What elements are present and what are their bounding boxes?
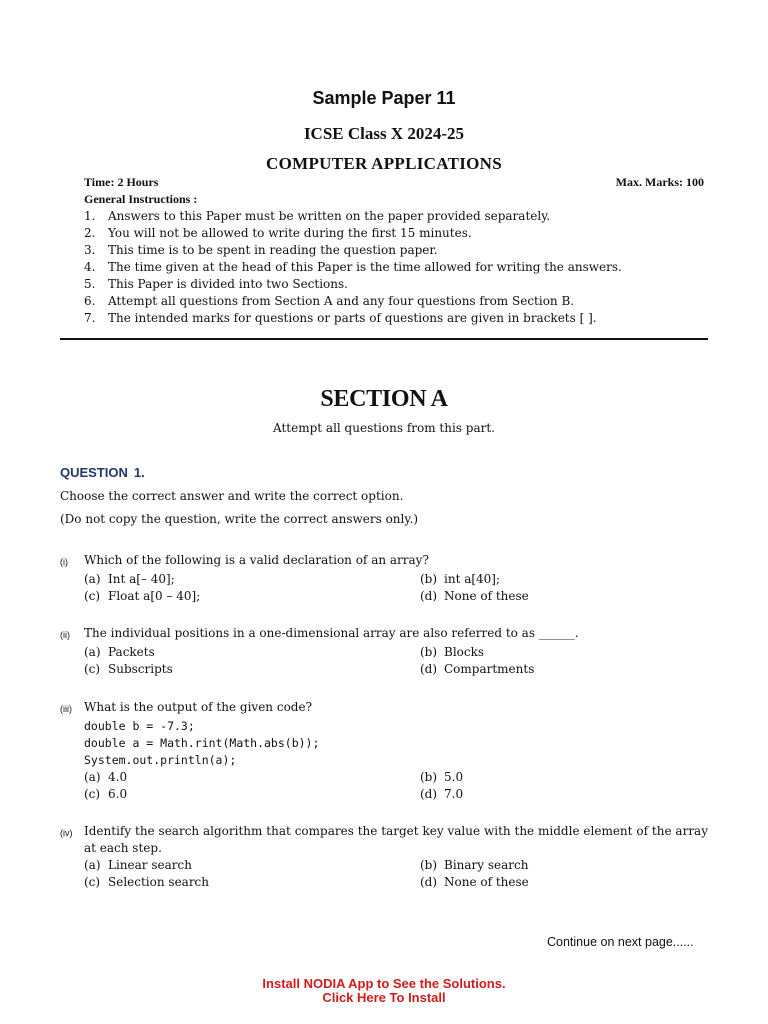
part-text: The individual positions in a one-dimensional array are also referred to as ______. <box>84 626 579 640</box>
question-intro: Choose the correct answer and write the correct option. <box>60 489 404 503</box>
install-app-link[interactable]: Install NODIA App to See the Solutions. <box>262 976 506 991</box>
code-line: System.out.println(a); <box>84 753 237 767</box>
instruction-number: 2. <box>84 226 96 240</box>
header-divider <box>60 338 708 340</box>
option-d <box>420 588 708 605</box>
code-line: double a = Math.rint(Math.abs(b)); <box>84 736 320 750</box>
option-b <box>420 857 708 874</box>
instruction-number: 6. <box>84 294 96 308</box>
instruction-number: 4. <box>84 260 96 274</box>
option-a <box>84 857 420 874</box>
option-text: Binary search <box>444 858 529 872</box>
option-text: 4.0 <box>108 770 128 784</box>
option-text: 7.0 <box>444 787 464 801</box>
instruction-number: 3. <box>84 243 96 257</box>
instruction-number: 7. <box>84 311 96 325</box>
option-d <box>420 874 708 891</box>
option-c <box>84 588 420 605</box>
option-text: Int a[– 40]; <box>108 572 175 586</box>
exam-line: ICSE Class X 2024-25 <box>303 124 465 143</box>
options-grid <box>84 857 708 891</box>
instruction-item <box>84 208 714 225</box>
instruction-item <box>84 225 714 242</box>
option-d <box>420 786 708 803</box>
instruction-text: This time is to be spent in reading the question paper. <box>108 243 438 257</box>
part-text: Identify the search algorithm that compares the target key value with the middle element of the array at each step. <box>84 824 708 855</box>
option-b <box>420 769 708 786</box>
click-to-install-link[interactable]: Click Here To Install <box>322 990 446 1005</box>
option-text: int a[40]; <box>444 572 501 586</box>
instruction-number: 5. <box>84 277 96 291</box>
option-label: (b) <box>420 770 438 784</box>
question-heading <box>60 465 145 480</box>
section-heading: SECTION A <box>320 386 448 412</box>
option-label: (b) <box>420 645 438 659</box>
option-text: Selection search <box>108 875 210 889</box>
question-part-i <box>60 552 708 605</box>
options-grid <box>84 571 708 605</box>
option-label: (a) <box>84 645 101 659</box>
section-subheading: Attempt all questions from this part. <box>273 421 495 435</box>
instructions-heading: General Instructions : <box>84 192 198 206</box>
option-text: 6.0 <box>108 787 128 801</box>
instructions-list <box>84 208 714 327</box>
option-label: (c) <box>84 589 101 603</box>
option-c <box>84 786 420 803</box>
option-label: (c) <box>84 875 101 889</box>
part-number: (iv) <box>60 828 73 838</box>
option-c <box>84 661 420 678</box>
instruction-item <box>84 310 714 327</box>
instruction-text: Attempt all questions from Section A and any four questions from Section B. <box>108 294 575 308</box>
instruction-text: You will not be allowed to write during the first 15 minutes. <box>108 226 472 240</box>
question-number: 1. <box>133 465 145 480</box>
part-number: (ii) <box>60 630 70 640</box>
code-line: double b = -7.3; <box>84 719 195 733</box>
paper-title: Sample Paper 11 <box>312 88 456 108</box>
option-label: (d) <box>420 589 438 603</box>
option-label: (a) <box>84 858 101 872</box>
instruction-item <box>84 293 714 310</box>
question-part-ii <box>60 625 708 678</box>
question-label: QUESTION <box>60 465 128 480</box>
option-b <box>420 571 708 588</box>
option-a <box>84 644 420 661</box>
option-a <box>84 571 420 588</box>
option-d <box>420 661 708 678</box>
question-note: (Do not copy the question, write the correct answers only.) <box>60 512 419 526</box>
option-label: (a) <box>84 770 101 784</box>
continue-note: Continue on next page...... <box>547 935 694 949</box>
option-b <box>420 644 708 661</box>
option-text: Subscripts <box>108 662 173 676</box>
option-label: (d) <box>420 787 438 801</box>
instruction-text: Answers to this Paper must be written on the paper provided separately. <box>108 209 551 223</box>
option-label: (c) <box>84 787 101 801</box>
options-grid <box>84 644 708 678</box>
option-text: Compartments <box>444 662 535 676</box>
option-text: Blocks <box>444 645 485 659</box>
max-marks: Max. Marks: 100 <box>615 175 704 189</box>
instruction-text: The intended marks for questions or parts of questions are given in brackets [ ]. <box>108 311 597 325</box>
option-text: Float a[0 – 40]; <box>108 589 201 603</box>
option-label: (d) <box>420 875 438 889</box>
instruction-item <box>84 276 714 293</box>
option-text: 5.0 <box>444 770 464 784</box>
question-part-iii <box>60 699 708 803</box>
option-text: Linear search <box>108 858 192 872</box>
subject-line: COMPUTER APPLICATIONS <box>266 154 502 173</box>
part-number: (i) <box>60 557 68 567</box>
part-text: Which of the following is a valid declaration of an array? <box>84 553 429 567</box>
options-grid <box>84 769 708 803</box>
instruction-item <box>84 259 714 276</box>
option-c <box>84 874 420 891</box>
option-text: Packets <box>108 645 155 659</box>
option-label: (d) <box>420 662 438 676</box>
instruction-text: The time given at the head of this Paper is the time allowed for writing the answers. <box>108 260 622 274</box>
instruction-item <box>84 242 714 259</box>
instruction-number: 1. <box>84 209 96 223</box>
option-label: (c) <box>84 662 101 676</box>
instruction-text: This Paper is divided into two Sections. <box>108 277 348 291</box>
question-part-iv <box>60 823 708 891</box>
option-text: None of these <box>444 589 529 603</box>
option-label: (b) <box>420 858 438 872</box>
option-text: None of these <box>444 875 529 889</box>
option-label: (a) <box>84 572 101 586</box>
part-number: (iii) <box>60 704 72 714</box>
option-a <box>84 769 420 786</box>
part-text: What is the output of the given code? <box>84 700 313 714</box>
option-label: (b) <box>420 572 438 586</box>
time-label: Time: 2 Hours <box>84 175 159 189</box>
